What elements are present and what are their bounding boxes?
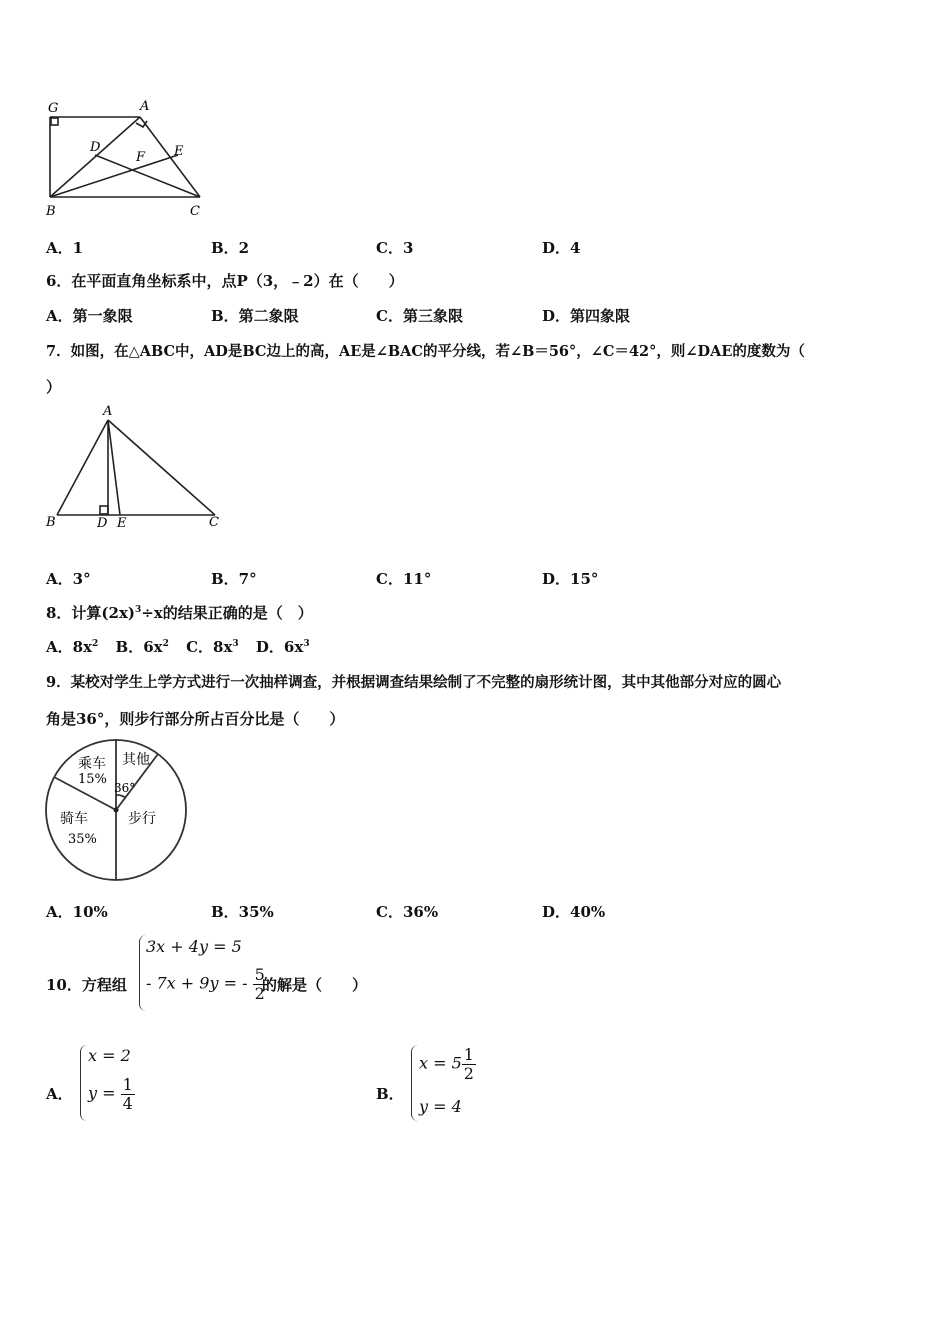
pie-label-ride: 乘车: [78, 756, 106, 772]
q9-option-d: D．40%: [542, 903, 606, 921]
q7-stem-line2: ）: [46, 378, 62, 396]
label-A: A: [140, 99, 150, 114]
pie-label-other: 其他: [122, 752, 150, 768]
q7-stem-line1: 7．如图，在△ABC中，AD是BC边上的高，AE是∠BAC的平分线，若∠B＝56°，∠C＝42°，则∠DAE的度数为（: [46, 343, 805, 360]
q7-option-c: C．11°: [376, 570, 432, 588]
q10-option-a-y: y = $\frac{1}{4}$: [88, 1075, 133, 1113]
label-C: C: [190, 204, 200, 219]
label-F: F: [136, 150, 146, 165]
pie-label-bike: 骑车: [60, 811, 88, 827]
q8-option-a: A．$8x^2$: [46, 638, 99, 656]
q6-option-b: B．第二象限: [211, 307, 299, 325]
label-C: C: [209, 515, 219, 530]
q10-stem-post: 的解是（ ）: [262, 976, 368, 994]
q8-stem-sup: 3: [135, 605, 142, 615]
q6-option-d: D．第四象限: [542, 307, 631, 325]
q9-option-c: C．36%: [376, 903, 439, 921]
q10-eq2-pre: - 7x + 9y = -: [146, 973, 248, 993]
q6-stem: 6．在平面直角坐标系中，点P（3，﹣2）在（ ）: [46, 272, 404, 290]
q10-option-b-label: B．: [376, 1085, 404, 1103]
q6-option-a: A．第一象限: [46, 307, 133, 325]
label-E: E: [117, 516, 127, 531]
q7-option-b: B．7°: [211, 570, 257, 588]
q8-stem: [46, 602, 313, 623]
q10-option-b-x-fraction: $\frac{1}{2}$: [463, 1045, 474, 1083]
q6-option-c: C．第三象限: [376, 307, 463, 325]
q10-option-a-label: A．: [46, 1085, 73, 1103]
pie-chart-q9: [40, 735, 195, 885]
geometry-figure-q7: [40, 400, 230, 535]
label-G: G: [48, 101, 59, 116]
q10-option-b-x: x = 5 $\frac{1}{2}$: [419, 1045, 474, 1083]
q5-option-b: B．2: [211, 239, 250, 257]
q8-option-b: B．$6x^2$: [115, 638, 169, 656]
geometry-figure-q5: [40, 95, 220, 225]
q10-option-b-brace: [411, 1045, 418, 1121]
pie-label-walk: 步行: [128, 811, 156, 827]
label-D: D: [97, 516, 108, 531]
q5-option-a: A．1: [46, 239, 84, 257]
q8-options: [46, 636, 310, 657]
q7-option-a: A．3°: [46, 570, 91, 588]
label-A: A: [103, 404, 113, 419]
label-B: B: [46, 515, 56, 530]
q8-stem-post: ÷x的结果正确的是（ ）: [141, 604, 313, 622]
q5-option-d: D．4: [542, 239, 581, 257]
q10-eq2-fraction: $\frac{5}{2}$: [254, 965, 265, 1003]
label-B: B: [46, 204, 56, 219]
label-E: E: [174, 144, 184, 159]
q10-option-a-y-fraction: $\frac{1}{4}$: [122, 1075, 133, 1113]
q10-stem-label: 10．方程组: [46, 976, 127, 994]
q9-option-b: B．35%: [211, 903, 274, 921]
pie-label-bike-pct: 35%: [68, 832, 97, 847]
q10-system-brace: [139, 935, 146, 1011]
q10-option-a-brace: [80, 1045, 87, 1121]
q10-option-a-x: x = 2: [88, 1046, 131, 1065]
q8-option-c: C．$8x^3$: [186, 638, 239, 656]
q9-option-a: A．10%: [46, 903, 108, 921]
q8-option-d: D．$6x^3$: [255, 638, 310, 656]
pie-label-ride-pct: 15%: [78, 772, 107, 787]
q10-option-b-y: y = 4: [419, 1097, 462, 1116]
q10-eq1: 3x + 4y = 5: [146, 937, 242, 956]
q10-eq2: [146, 966, 267, 1002]
q7-option-d: D．15°: [542, 570, 599, 588]
pie-label-other-deg: 36°: [114, 781, 136, 795]
q9-stem-line1: 9．某校对学生上学方式进行一次抽样调查，并根据调查结果绘制了不完整的扇形统计图，其中其他部分对应的圆心: [46, 674, 782, 691]
q9-stem-line2: 角是36°，则步行部分所占百分比是（ ）: [46, 710, 345, 728]
label-D: D: [90, 140, 101, 155]
q5-option-c: C．3: [376, 239, 414, 257]
q8-stem-pre: 8．计算(2x): [46, 604, 136, 622]
